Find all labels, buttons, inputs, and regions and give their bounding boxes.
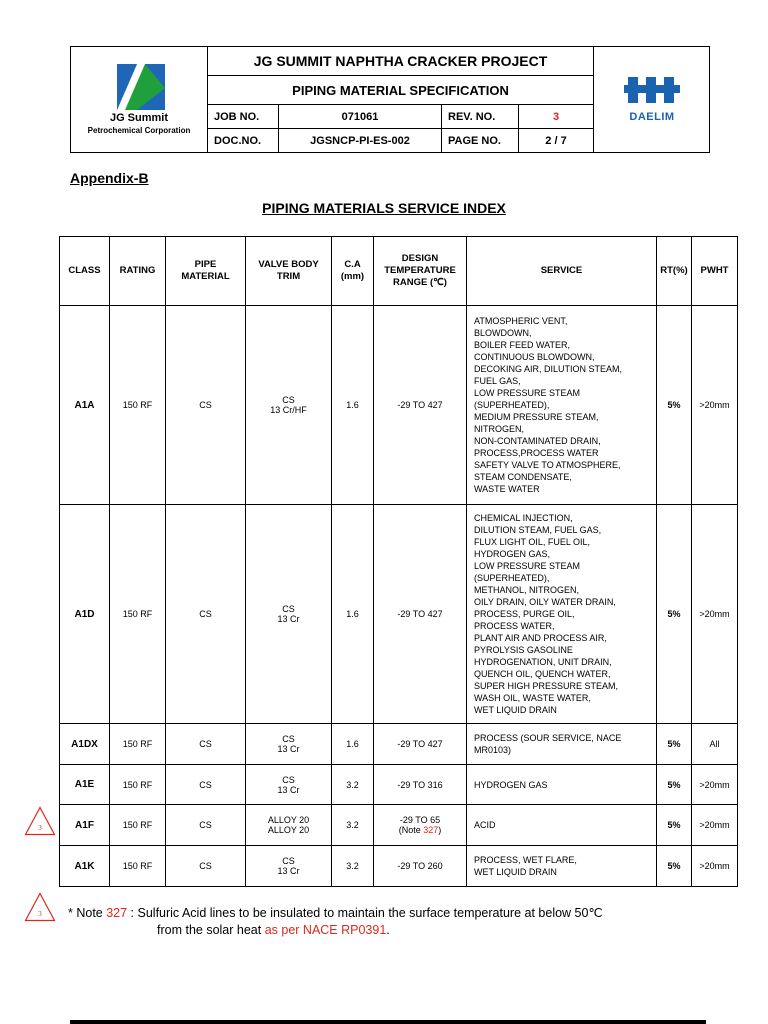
page-no-value: 2 / 7 [545, 134, 567, 147]
col-service: SERVICE [467, 237, 657, 306]
rating-cell: 150 RF [110, 306, 166, 505]
company-name: JG Summit [109, 112, 169, 124]
valve-cell: CS 13 Cr/HF [246, 306, 332, 505]
rating-cell: 150 RF [110, 505, 166, 724]
company-subtitle: Petrochemical Corporation [87, 126, 191, 135]
service-cell: CHEMICAL INJECTION, DILUTION STEAM, FUEL GAS, FLUX LIGHT OIL, FUEL OIL, HYDROGEN GAS, LOW PRESSURE STEAM (SUPERHEATED), METHANOL, NITROGEN, OILY DRAIN, OILY WATER DRAIN, PROCESS, PURGE OIL, PROCESS WATER, PLANT AIR AND PROCESS AIR, PYROLYSIS GASOLINE HYDROGENATION, UNIT DRAIN, QUENCH OIL, QUENCH WATER, SUPER HIGH PRESSURE STEAM, WASH OIL, WASTE WATER, WET LIQUID DRAIN [467, 505, 657, 724]
col-ca: C.A (mm) [332, 237, 374, 306]
rating-cell: 150 RF [110, 724, 166, 765]
revision-triangle-icon [24, 892, 56, 922]
revision-triangle-icon [24, 806, 56, 836]
rating-cell: 150 RF [110, 765, 166, 805]
rt-cell: 5% [657, 306, 692, 505]
doc-no-value: JGSNCP-PI-ES-002 [279, 129, 442, 152]
temp-note-prefix: (Note [398, 825, 424, 835]
col-design-temp: DESIGN TEMPERATURE RANGE (℃) [374, 237, 467, 306]
class-cell: A1D [60, 505, 110, 724]
page-no-label: PAGE NO. [442, 129, 519, 152]
note-text-2: from the solar heat [157, 923, 265, 937]
pwht-cell: >20mm [692, 765, 738, 805]
jg-summit-logo [71, 47, 208, 152]
temp-cell: -29 TO 316 [374, 765, 467, 805]
col-pipe-material: PIPE MATERIAL [166, 237, 246, 306]
temp-note-number: 327 [423, 825, 439, 835]
rev-no-value: 3 [552, 110, 560, 123]
project-title: JG SUMMIT NAPHTHA CRACKER PROJECT [208, 47, 593, 76]
ca-cell: 3.2 [332, 846, 374, 887]
col-rating: RATING [110, 237, 166, 306]
col-class: CLASS [60, 237, 110, 306]
pipe-cell: CS [166, 846, 246, 887]
temp-cell: -29 TO 260 [374, 846, 467, 887]
class-cell: A1E [60, 765, 110, 805]
note-number: 327 [106, 906, 128, 920]
ca-cell: 1.6 [332, 724, 374, 765]
rt-cell: 5% [657, 765, 692, 805]
pwht-cell: >20mm [692, 306, 738, 505]
daelim-logo [593, 47, 710, 152]
col-pwht: PWHT [692, 237, 738, 306]
valve-cell: CS 13 Cr [246, 846, 332, 887]
table-row [60, 724, 738, 765]
footnote-line-1 [68, 905, 603, 922]
valve-cell: CS 13 Cr [246, 505, 332, 724]
service-cell: HYDROGEN GAS [467, 765, 657, 805]
class-cell: A1K [60, 846, 110, 887]
note-prefix: * Note [68, 906, 107, 920]
valve-cell: ALLOY 20 ALLOY 20 [246, 805, 332, 846]
rt-cell: 5% [657, 805, 692, 846]
pwht-cell: >20mm [692, 846, 738, 887]
temp-cell [374, 805, 467, 846]
job-no-label: JOB NO. [208, 105, 279, 128]
table-header-row [60, 237, 738, 306]
service-index-table [59, 236, 738, 887]
table-row [60, 765, 738, 805]
footnote [68, 905, 603, 939]
table-row [60, 846, 738, 887]
note-reference: as per NACE RP0391 [264, 923, 387, 937]
daelim-wordmark: DAELIM [629, 111, 675, 123]
jg-summit-logo-icon [117, 64, 165, 110]
spec-title: PIPING MATERIAL SPECIFICATION [208, 76, 593, 105]
ca-cell: 3.2 [332, 765, 374, 805]
valve-cell: CS 13 Cr [246, 724, 332, 765]
pipe-cell: CS [166, 306, 246, 505]
appendix-label: Appendix-B [70, 170, 149, 186]
pipe-cell: CS [166, 765, 246, 805]
pipe-cell: CS [166, 505, 246, 724]
job-row [208, 105, 593, 129]
table-row [60, 505, 738, 724]
note-text: : Sulfuric Acid lines to be insulated to maintain the surface temperature at below 50℃ [127, 906, 603, 920]
rating-cell: 150 RF [110, 805, 166, 846]
rating-cell: 150 RF [110, 846, 166, 887]
table-row [60, 805, 738, 846]
col-rt: RT(%) [657, 237, 692, 306]
doc-no-label: DOC.NO. [208, 129, 279, 152]
class-cell: A1F [60, 805, 110, 846]
revision-number: 3 [38, 910, 42, 918]
ca-cell: 1.6 [332, 505, 374, 724]
temp-cell: -29 TO 427 [374, 306, 467, 505]
valve-cell: CS 13 Cr [246, 765, 332, 805]
header-info [208, 47, 593, 152]
footer-rule [70, 1020, 706, 1024]
col-valve-trim: VALVE BODY TRIM [246, 237, 332, 306]
temp-cell: -29 TO 427 [374, 505, 467, 724]
temp-note [376, 825, 464, 835]
pwht-cell: >20mm [692, 505, 738, 724]
service-cell: PROCESS (SOUR SERVICE, NACE MR0103) [467, 724, 657, 765]
rt-cell: 5% [657, 505, 692, 724]
class-cell: A1A [60, 306, 110, 505]
service-cell: ACID [467, 805, 657, 846]
revision-number: 3 [38, 824, 42, 832]
ca-cell: 1.6 [332, 306, 374, 505]
job-no-value: 071061 [279, 105, 442, 128]
pipe-cell: CS [166, 805, 246, 846]
service-cell: ATMOSPHERIC VENT, BLOWDOWN, BOILER FEED WATER, CONTINUOUS BLOWDOWN, DECOKING AIR, DILUTION STEAM, FUEL GAS, LOW PRESSURE STEAM (SUPERHEATED), MEDIUM PRESSURE STEAM, NITROGEN, NON-CONTAMINATED DRAIN, PROCESS,PROCESS WATER SAFETY VALVE TO ATMOSPHERE, STEAM CONDENSATE, WASTE WATER [467, 306, 657, 505]
temp-note-suffix: ) [438, 825, 442, 835]
footnote-line-2 [68, 922, 603, 939]
table-row [60, 306, 738, 505]
class-cell: A1DX [60, 724, 110, 765]
pwht-cell: >20mm [692, 805, 738, 846]
pwht-cell: All [692, 724, 738, 765]
index-title: PIPING MATERIALS SERVICE INDEX [262, 200, 506, 216]
service-cell: PROCESS, WET FLARE, WET LIQUID DRAIN [467, 846, 657, 887]
ca-cell: 3.2 [332, 805, 374, 846]
note-end: . [386, 923, 390, 937]
rt-cell: 5% [657, 846, 692, 887]
doc-row [208, 129, 593, 152]
document-header [70, 46, 710, 153]
rt-cell: 5% [657, 724, 692, 765]
pipe-cell: CS [166, 724, 246, 765]
temp-cell: -29 TO 427 [374, 724, 467, 765]
temp-range: -29 TO 65 [399, 815, 441, 825]
daelim-logo-icon [624, 73, 680, 107]
rev-no-label: REV. NO. [442, 105, 519, 128]
